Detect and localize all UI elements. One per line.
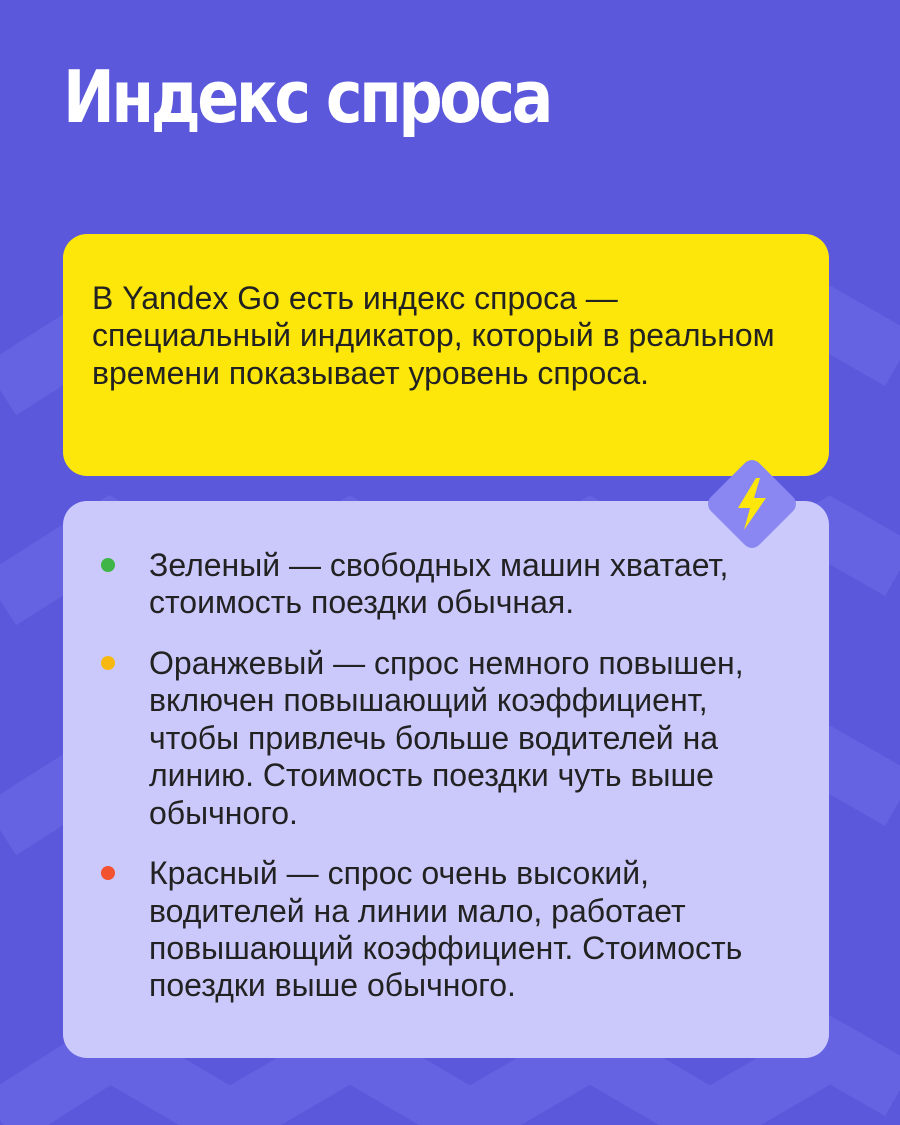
green-dot-icon <box>101 558 115 572</box>
intro-card <box>63 234 829 476</box>
level-text-red: Красный — спрос очень высокий, водителей на линии мало, работает повышающий коэффициент. Стоимость поездки выше обычного. <box>149 855 743 1004</box>
intro-text: В Yandex Go есть индекс спроса — специальный индикатор, который в реальном времени показывает уровень спроса. <box>92 280 775 391</box>
lightning-badge <box>694 446 810 562</box>
red-dot-icon <box>101 866 115 880</box>
orange-dot-icon <box>101 656 115 670</box>
level-item-red <box>101 855 799 1005</box>
level-item-orange <box>101 645 799 832</box>
level-text-orange: Оранжевый — спрос немного повышен, включен повышающий коэффициент, чтобы привлечь больше водителей на линию. Стоимость поездки чуть выше обычного. <box>149 644 744 831</box>
levels-card <box>63 501 829 1058</box>
page-title: Индекс спроса <box>63 55 551 139</box>
level-text-green: Зеленый — свободных машин хватает, стоимость поездки обычная. <box>149 547 729 621</box>
